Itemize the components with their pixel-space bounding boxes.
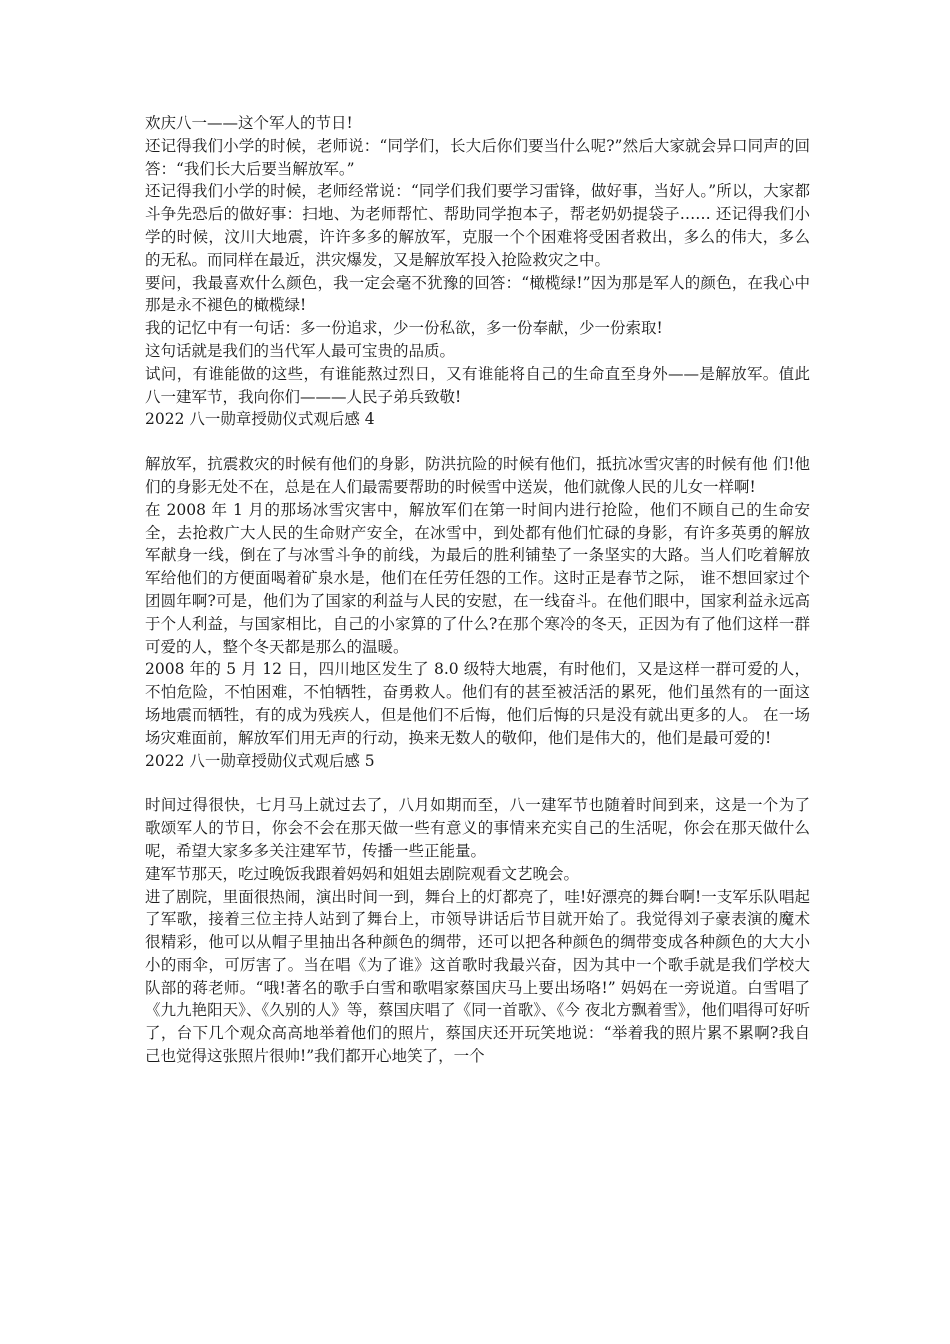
section-heading-5: 2022 八一勋章授勋仪式观后感 5: [145, 751, 375, 770]
paragraph: 要问，我最喜欢什么颜色，我一定会毫不犹豫的回答：“橄榄绿!”因为那是军人的颜色，在我心中那是永不褪色的橄榄绿!: [145, 273, 810, 315]
paragraph: 还记得我们小学的时候，老师说：“同学们，长大后你们要当什么呢?”然后大家就会异口同声的回答：“我们长大后要当解放军。”: [145, 136, 810, 178]
paragraph: 进了剧院，里面很热闹，演出时间一到，舞台上的灯都亮了，哇!好漂亮的舞台啊!一支军乐队唱起了军歌，接着三位主持人站到了舞台上，市领导讲话后节目就开始了。我觉得刘子豪表演的魔术很精彩，他可以从帽子里抽出各种颜色的绸带，还可以把各种颜色的绸带变成各种颜色的大大小小的雨伞，可厉害了。当在唱《为了谁》这首歌时我最兴奋，因为其中一个歌手就是我们学校大队部的蒋老师。“哦!著名的歌手白雪和歌唱家蔡国庆马上要出场咯!” 妈妈在一旁说道。白雪唱了《九九艳阳天》、《久别的人》等，蔡国庆唱了《同一首歌》、《今 夜北方飘着雪》，他们唱得可好听了，台下几个观众高高地举着他们的照片，蔡国庆还开玩笑地说：“举着我的照片累不累啊?我自己也觉得这张照片很帅!”我们都开心地笑了，一个: [145, 887, 810, 1066]
paragraph: 我的记忆中有一句话：多一份追求，少一份私欲，多一份奉献，少一份索取!: [145, 319, 663, 338]
spacer: [145, 431, 810, 453]
paragraph: 试问，有谁能做的这些，有谁能熬过烈日，又有谁能将自己的生命直至身外——是解放军。值此八一建军节，我向你们———人民子弟兵致敬!: [145, 364, 810, 406]
section-heading-4: 2022 八一勋章授勋仪式观后感 4: [145, 410, 375, 429]
paragraph: 时间过得很快，七月马上就过去了，八月如期而至，八一建军节也随着时间到来，这是一个为了歌颂军人的节日，你会不会在那天做一些有意义的事情来充实自己的生活呢，你会在那天做什么呢，希望大家多多关注建军节，传播一些正能量。: [145, 796, 810, 860]
document-page: [145, 112, 810, 1068]
paragraph: 解放军，抗震救灾的时候有他们的身影，防洪抗险的时候有他们，抵抗冰雪灾害的时候有他 们!他们的身影无处不在，总是在人们最需要帮助的时候雪中送炭，他们就像人民的儿女一样啊!: [145, 455, 810, 496]
paragraph: 在 2008 年 1 月的那场冰雪灾害中，解放军们在第一时间内进行抢险，他们不顾自己的生命安全，去抢救广大人民的生命财产安全，在冰雪中，到处都有他们忙碌的身影，有许多英勇的解放军献身一线，倒在了与冰雪斗争的前线，为最后的胜利铺垫了一条坚实的大路。当人们吃着解放军给他们的方便面喝着矿泉水是，他们在任劳任怨的工作。这时正是春节之际， 谁不想回家过个团圆年啊?可是，他们为了国家的利益与人民的安慰，在一线奋斗。在他们眼中，国家利益永远高于个人利益，与国家相比，自己的小家算的了什么?在那个寒冷的冬天，正因为有了他们这样一群可爱的人，整个冬天都是那么的温暖。: [145, 500, 810, 656]
paragraph: 还记得我们小学的时候，老师经常说：“同学们我们要学习雷锋，做好事，当好人。”所以，大家都斗争先恐后的做好事：扫地、为老师帮忙、帮助同学抱本子，帮老奶奶提袋子…… 还记得我们小学的时候，汶川大地震，许许多多的解放军，克服一个个困难将受困者救出，多么的伟大，多么的无私。而同样在最近，洪灾爆发，又是解放军投入抢险救灾之中。: [145, 182, 810, 269]
section-1: [145, 112, 810, 408]
paragraph: 欢庆八一——这个军人的节日!: [145, 114, 353, 132]
paragraph: 这句话就是我们的当代军人最可宝贵的品质。: [145, 341, 456, 360]
paragraph: 2008 年的 5 月 12 日，四川地区发生了 8.0 级特大地震，有时他们，又是这样一群可爱的人，不怕危险，不怕困难，不怕牺牲，奋勇救人。他们有的甚至被活活的累死，他们虽然有的一面这场地震而牺牲，有的成为残疾人，但是他们不后悔，他们后悔的只是没有就出更多的人。 在一场场灾难面前，解放军们用无声的行动，换来无数人的敬仰，他们是伟大的，他们是最可爱的!: [145, 660, 810, 747]
spacer: [145, 772, 810, 794]
section-2: [145, 453, 810, 749]
section-3: [145, 794, 810, 1068]
paragraph: 建军节那天，吃过晚饭我跟着妈妈和姐姐去剧院观看文艺晚会。: [145, 864, 580, 883]
